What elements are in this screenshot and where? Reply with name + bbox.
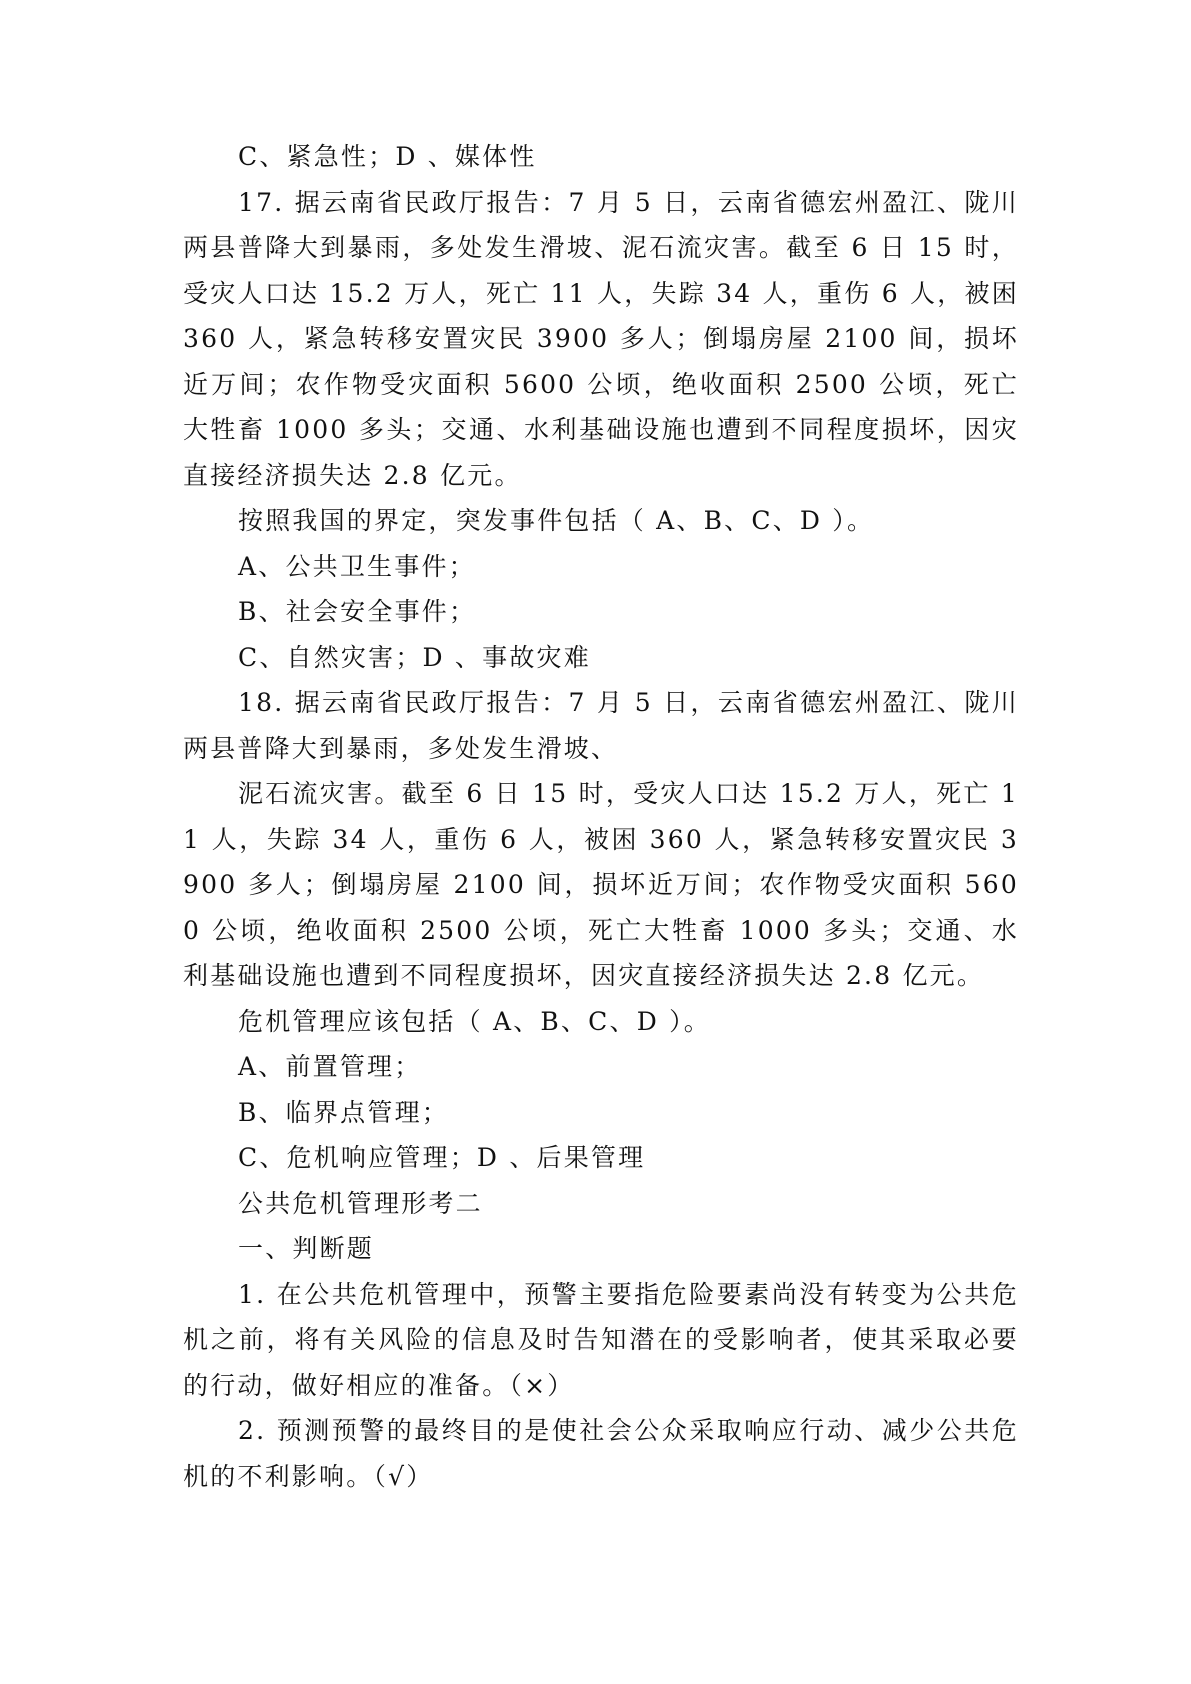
document-body [183, 134, 1019, 1499]
question-18-option-cd: C、危机响应管理；D 、后果管理 [238, 1143, 646, 1172]
option-line-q16-cd: C、紧急性；D 、媒体性 [238, 142, 537, 171]
question-17-option-b: B、社会安全事件； [238, 597, 477, 626]
question-17-option-cd: C、自然灾害；D 、事故灾难 [238, 642, 591, 672]
question-18-option-a: A、前置管理； [238, 1052, 422, 1081]
question-18-prompt: 危机管理应该包括（ A、B、C、D ）。 [238, 1006, 711, 1036]
judgment-question-2: 2. 预测预警的最终目的是使社会公众采取响应行动、减少公共危机的不利影响。（√） [183, 1416, 1019, 1491]
question-17-prompt: 按照我国的界定，突发事件包括（ A、B、C、D ）。 [238, 506, 875, 535]
question-18-option-b: B、临界点管理； [238, 1097, 449, 1127]
question-18-stem-part2: 泥石流灾害。截至 6 日 15 时，受灾人口达 15.2 万人，死亡 11 人，失踪 34 人，重伤 6 人，被困 360 人，紧急转移安置灾民 3900 多人；倒塌房屋 2100 间，损坏近万间；农作物受灾面积 5600 公顷，绝收面积 2500 公顷，死亡大牲畜 1000 多头；交通、水利基础设施也遭到不同程度损坏，因灾直接经济损失达 2.8 亿元。 [183, 779, 1019, 990]
question-17-option-a: A、公共卫生事件； [238, 551, 476, 581]
question-18-stem-part1: 18. 据云南省民政厅报告：7 月 5 日，云南省德宏州盈江、陇川两县普降大到暴雨，多处发生滑坡、 [183, 688, 1019, 763]
section-title: 公共危机管理形考二 [238, 1188, 483, 1218]
section-subtitle: 一、判断题 [238, 1234, 375, 1263]
judgment-question-1: 1. 在公共危机管理中，预警主要指危险要素尚没有转变为公共危机之前，将有关风险的信息及时告知潜在的受影响者，使其采取必要的行动，做好相应的准备。（×） [183, 1279, 1019, 1400]
question-17-stem: 17. 据云南省民政厅报告：7 月 5 日，云南省德宏州盈江、陇川两县普降大到暴雨，多处发生滑坡、泥石流灾害。截至 6 日 15 时，受灾人口达 15.2 万人，死亡 11 人，失踪 34 人，重伤 6 人，被困 360 人，紧急转移安置灾民 3900 多人；倒塌房屋 2100 间，损坏近万间；农作物受灾面积 5600 公顷，绝收面积 2500 公顷，死亡大牲畜 1000 多头；交通、水利基础设施也遭到不同程度损坏，因灾直接经济损失达 2.8 亿元。 [183, 187, 1019, 490]
